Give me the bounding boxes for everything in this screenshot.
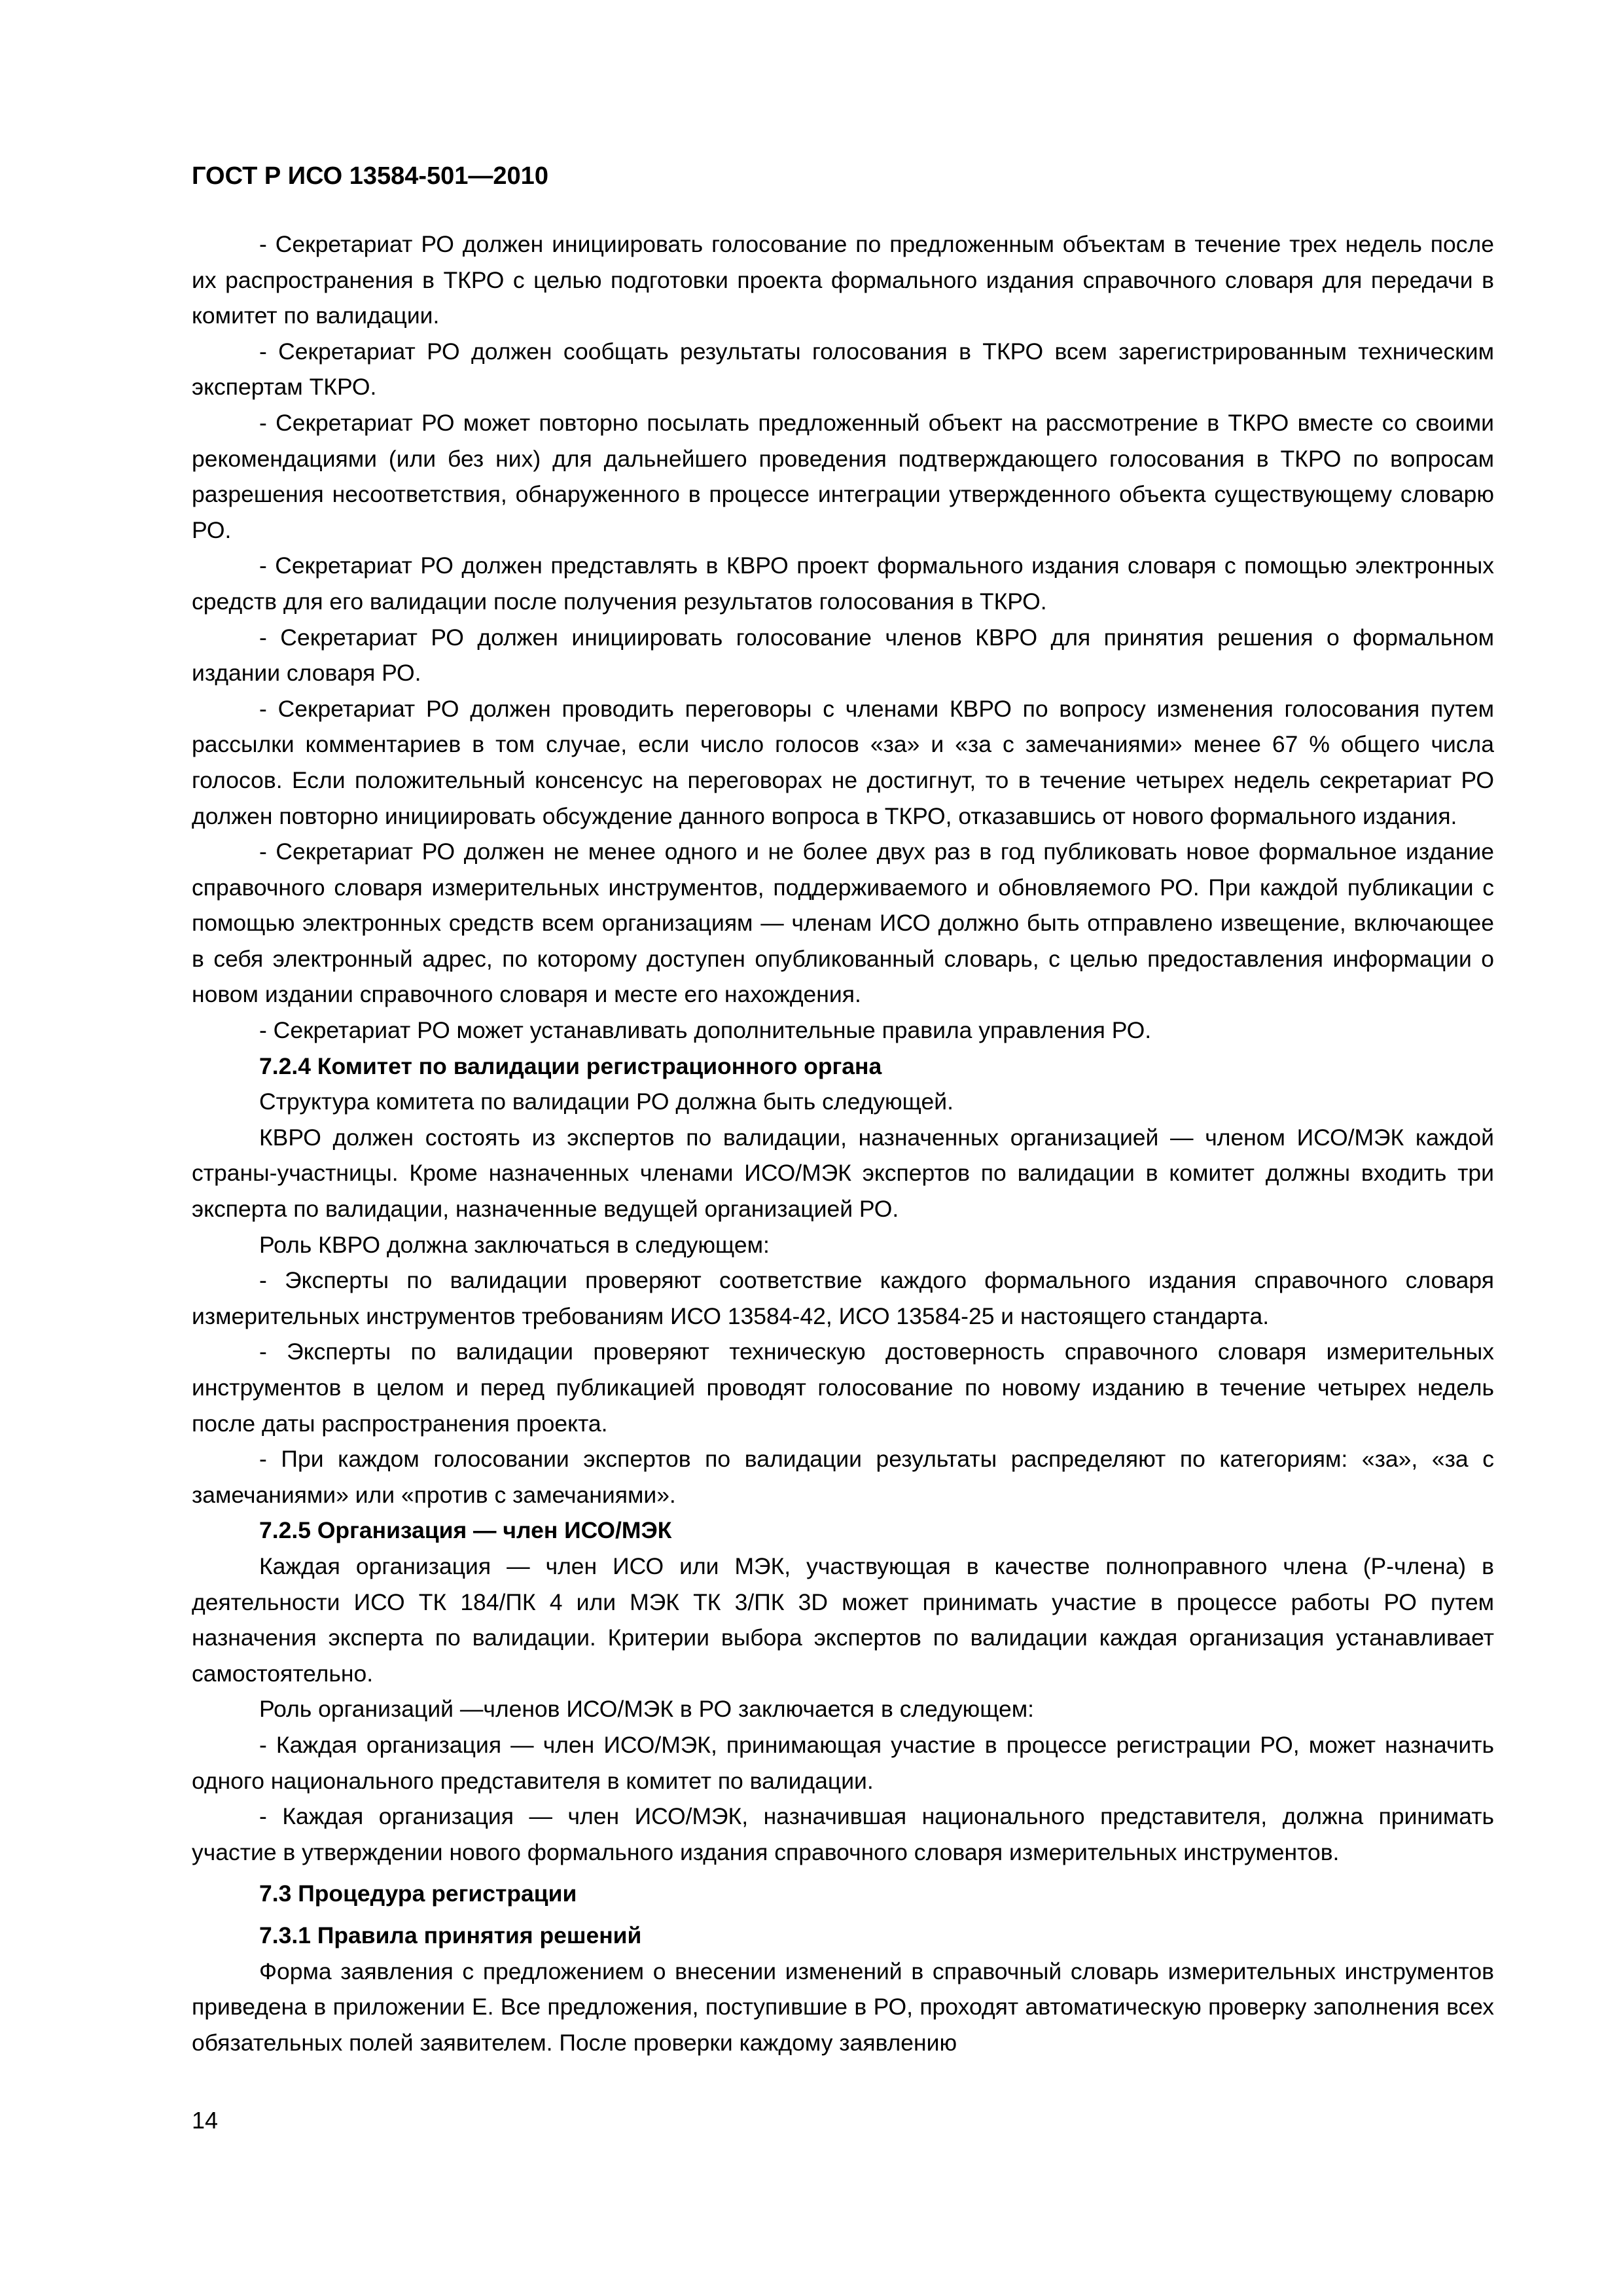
paragraph: - Секретариат РО должен проводить переговоры с членами КВРО по вопросу изменения голосования путем рассылки комментариев в том случае, если число голосов «за» и «за с замечаниями» менее 67 % общего числа голосов. Если положительный консенсус на переговорах не достигнут, то в течение четырех недель секретариат РО должен повторно инициировать обсуждение данного вопроса в ТКРО, отказавшись от нового формального издания.	[192, 695, 1494, 829]
paragraph: - Каждая организация — член ИСО/МЭК, назначившая национального представителя, должна принимать участие в утверждении нового формального издания справочного словаря измерительных инструментов.	[192, 1803, 1494, 1865]
section-heading-7-2-5: 7.2.5 Организация — член ИСО/МЭК	[259, 1517, 672, 1544]
paragraph: - При каждом голосовании экспертов по валидации результаты распределяют по категориям: «за», «за с замечаниями» или «против с замечаниями».	[192, 1446, 1494, 1508]
paragraph: - Секретариат РО должен представлять в КВРО проект формального издания словаря с помощью электронных средств для его валидации после получения результатов голосования в ТКРО.	[192, 552, 1494, 615]
paragraph: - Эксперты по валидации проверяют соответствие каждого формального издания справочного словаря измерительных инструментов требованиям ИСО 13584-42, ИСО 13584-25 и настоящего стандарта.	[192, 1267, 1494, 1329]
document-body	[192, 226, 1494, 2060]
paragraph: КВРО должен состоять из экспертов по валидации, назначенных организацией — членом ИСО/МЭК каждой страны-участницы. Кроме назначенных членами ИСО/МЭК экспертов по валидации в комитет должны входить три эксперта по валидации, назначенные ведущей организацией РО.	[192, 1124, 1494, 1223]
paragraph: - Секретариат РО должен не менее одного и не более двух раз в год публиковать новое формальное издание справочного словаря измерительных инструментов, поддерживаемого и обновляемого РО. При каждой публикации с помощью электронных средств всем организациям — членам ИСО должно быть отправлено извещение, включающее в себя электронный адрес, по которому доступен опубликованный словарь, с целью предоставления информации о новом издании справочного словаря и месте его нахождения.	[192, 838, 1494, 1008]
paragraph: - Секретариат РО должен сообщать результаты голосования в ТКРО всем зарегистрированным техническим экспертам ТКРО.	[192, 338, 1494, 401]
page-number: 14	[192, 2107, 219, 2134]
paragraph: - Эксперты по валидации проверяют техническую достоверность справочного словаря измерительных инструментов в целом и перед публикацией проводят голосование по новому изданию в течение четырех недель после даты распространения проекта.	[192, 1338, 1494, 1437]
paragraph: - Секретариат РО должен инициировать голосование членов КВРО для принятия решения о формальном издании словаря РО.	[192, 624, 1494, 687]
paragraph: Форма заявления с предложением о внесении изменений в справочный словарь измерительных инструментов приведена в приложении Е. Все предложения, поступившие в РО, проходят автоматическую проверку заполнения всех обязательных полей заявителем. После проверки каждому заявлению	[192, 1958, 1494, 2056]
paragraph: - Секретариат РО может устанавливать дополнительные правила управления РО.	[259, 1017, 1152, 1044]
section-heading-7-2-4: 7.2.4 Комитет по валидации регистрационного органа	[259, 1052, 882, 1079]
paragraph: - Секретариат РО должен инициировать голосование по предложенным объектам в течение трех недель после их распространения в ТКРО с целью подготовки проекта формального издания справочного словаря для передачи в комитет по валидации.	[192, 231, 1494, 329]
section-heading-7-3-1: 7.3.1 Правила принятия решений	[259, 1922, 642, 1948]
paragraph: - Каждая организация — член ИСО/МЭК, принимающая участие в процессе регистрации РО, может назначить одного национального представителя в комитет по валидации.	[192, 1731, 1494, 1794]
paragraph: Роль организаций —членов ИСО/МЭК в РО заключается в следующем:	[259, 1696, 1035, 1723]
paragraph: Каждая организация — член ИСО или МЭК, участвующая в качестве полноправного члена (Р-члена) в деятельности ИСО ТК 184/ПК 4 или МЭК ТК 3/ПК 3D может принимать участие в процессе работы РО путем назначения эксперта по валидации. Критерии выбора экспертов по валидации каждая организация устанавливает самостоятельно.	[192, 1552, 1494, 1687]
section-heading-7-3: 7.3 Процедура регистрации	[259, 1880, 577, 1907]
paragraph: - Секретариат РО может повторно посылать предложенный объект на рассмотрение в ТКРО вместе со своими рекомендациями (или без них) для дальнейшего проведения подтверждающего голосования в ТКРО по вопросам разрешения несоответствия, обнаруженного в процессе интеграции утвержденного объекта существующему словарю РО.	[192, 409, 1494, 543]
paragraph: Структура комитета по валидации РО должна быть следующей.	[259, 1088, 954, 1115]
page-header-title: ГОСТ Р ИСО 13584-501—2010	[192, 162, 548, 190]
paragraph: Роль КВРО должна заключаться в следующем:	[259, 1231, 770, 1258]
